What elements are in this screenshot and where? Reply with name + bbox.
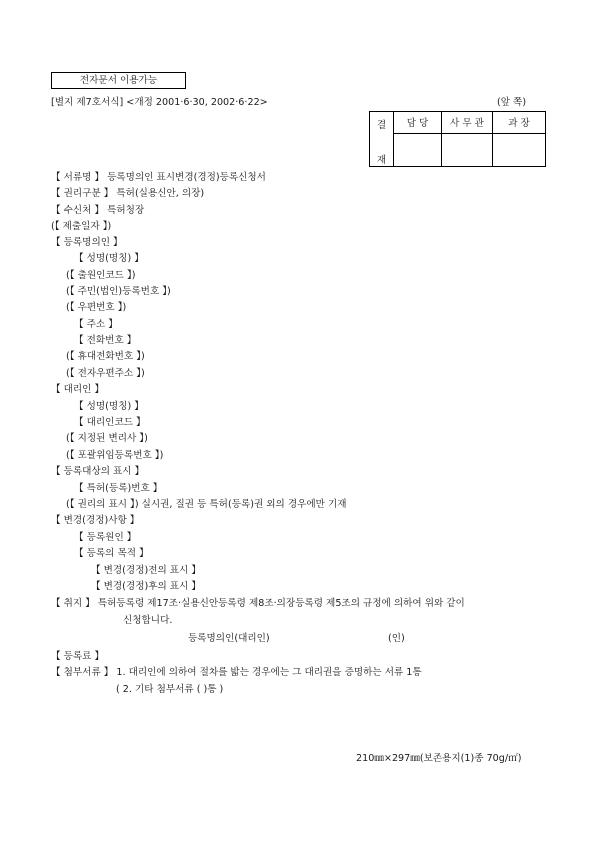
- holder-email: (【 전자우편주소 】): [66, 368, 145, 379]
- holder-postal-code: (【 우편번호 】): [66, 302, 127, 313]
- agent-name: 【 성명(명칭) 】: [74, 401, 144, 412]
- agent-general-delegation-number: (【 포괄위임등록번호 】): [66, 450, 164, 461]
- signatory-label: 등록명의인(대리인): [188, 633, 270, 644]
- purpose-statement-cont: 신청합니다.: [123, 615, 173, 626]
- agent-designated-attorney: (【 지정된 변리사 】): [66, 433, 148, 444]
- right-indication: (【 권리의 표시 】) 실시권, 질권 등 특허(등록)권 외의 경우에만 기재: [66, 499, 347, 510]
- registered-holder-heading: 【 등록명의인 】: [51, 237, 123, 248]
- approval-side-label-2: 재: [376, 155, 387, 166]
- holder-name: 【 성명(명칭) 】: [74, 253, 144, 264]
- patent-registration-number: 【 특허(등록)번호 】: [74, 483, 163, 494]
- after-change-indication: 【 변경(경정)후의 표시 】: [91, 581, 201, 592]
- page-side-label: (앞 쪽): [497, 97, 527, 108]
- before-change-indication: 【 변경(경정)전의 표시 】: [91, 565, 201, 576]
- approval-sign-officer: [442, 133, 493, 166]
- seal-label: (인): [388, 633, 405, 644]
- approval-table: [369, 111, 546, 167]
- recipient: 【 수신처 】 특허청장: [51, 205, 145, 216]
- submission-date: (【 제출일자 】): [51, 221, 112, 232]
- change-heading: 【 변경(경정)사항 】: [51, 515, 140, 526]
- holder-address: 【 주소 】: [74, 319, 118, 330]
- form-number: [별지 제7호서식] <개정 2001·6·30, 2002·6·22>: [51, 97, 268, 108]
- document-name: 【 서류명 】 등록명의인 표시변경(경정)등록신청서: [51, 172, 266, 183]
- registration-fee: 【 등록료 】: [51, 651, 105, 662]
- purpose-statement: 【 취지 】 특허등록령 제17조·실용신안등록령 제8조·의장등록령 제5조의 규정에 의하여 위와 같이: [51, 598, 465, 609]
- approval-header-chief: 과 장: [493, 112, 546, 134]
- holder-phone: 【 전화번호 】: [74, 335, 137, 346]
- approval-side-label-1: 결: [376, 120, 387, 131]
- holder-registration-number: (【 주민(법인)등록번호 】): [66, 286, 171, 297]
- registration-target-heading: 【 등록대상의 표시 】: [51, 466, 145, 477]
- electronic-document-badge: 전자문서 이용가능: [51, 72, 186, 89]
- approval-header-staff: 담 당: [394, 112, 442, 134]
- approval-sign-staff: [394, 133, 442, 166]
- holder-mobile: (【 휴대전화번호 】): [66, 351, 145, 362]
- approval-sign-chief: [493, 133, 546, 166]
- paper-spec-footer: 210㎜×297㎜(보존용지(1)종 70g/㎡): [356, 753, 522, 764]
- attachments-other: ( 2. 기타 첨부서류 ( )통 ): [116, 684, 224, 695]
- approval-header-officer: 사 무 관: [442, 112, 493, 134]
- registration-purpose: 【 등록의 목적 】: [74, 548, 149, 559]
- attachments: 【 첨부서류 】 1. 대리인에 의하여 절차를 밟는 경우에는 그 대리권을 증명하는 서류 1통: [51, 667, 422, 678]
- agent-code: 【 대리인코드 】: [74, 417, 146, 428]
- holder-applicant-code: (【 출원인코드 】): [66, 270, 136, 281]
- registration-cause: 【 등록원인 】: [74, 532, 137, 543]
- agent-heading: 【 대리인 】: [51, 384, 105, 395]
- approval-side-cell: [370, 112, 394, 167]
- right-category: 【 권리구분 】 특허(실용신안, 의장): [51, 188, 205, 199]
